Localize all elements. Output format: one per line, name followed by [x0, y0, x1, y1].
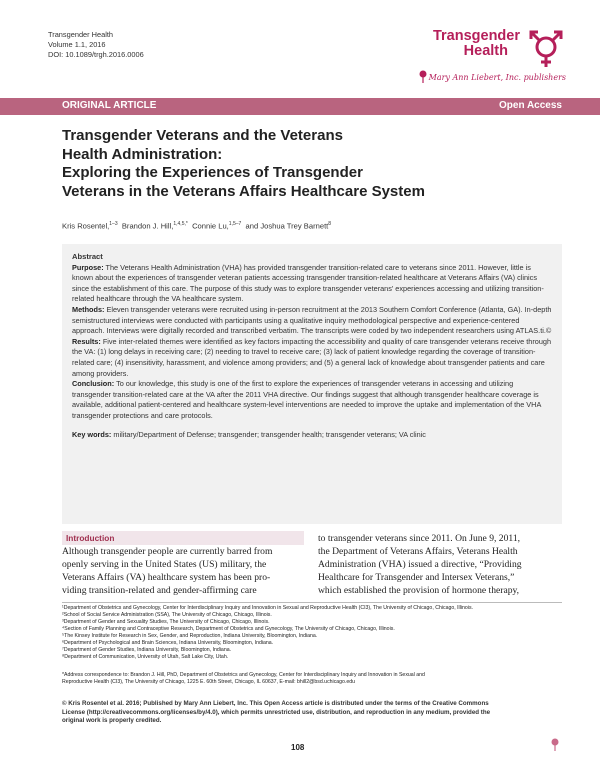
brand-title: Transgender Health — [432, 28, 520, 59]
author-name: Brandon J. Hill, — [121, 221, 174, 231]
journal-doi: DOI: 10.1089/trgh.2016.0006 — [48, 50, 144, 59]
footnote-divider — [62, 602, 562, 603]
article-title: Transgender Veterans and the Veterans Health Administration: Exploring the Experiences of Transgender Veterans in the Veterans Affairs Healthcare System — [62, 127, 425, 200]
publisher-rose-icon — [548, 737, 562, 751]
journal-volume: Volume 1.1, 2016 — [48, 40, 106, 49]
abstract-heading: Abstract — [72, 252, 103, 261]
abstract-purpose: Purpose: The Veterans Health Administration (VHA) has provided transgender transition-related care to veterans since 2011. However, little is known about the experiences of transgender veteran patients accessing transgender transition-related healthcare at Veterans Affairs (VA) clinics since the establishment of this care. The purpose of this study was to explore transgender veterans' experiences accessing and utilizing transition-related healthcare through the VA healthcare system. — [72, 262, 544, 304]
abstract-conclusion: Conclusion: To our knowledge, this study is one of the first to explore the experiences of transgender veterans in accessing and utilizing transgender transition-related care at the VA after the 2011 VHA directive. Our findings suggest that although transgender healthcare coverage is available, additional patient-centered and healthcare system-level interventions are needed to improve the uptake and implementation of the VHA transgender protections and care protocols. — [72, 379, 541, 420]
author-name: Connie Lu, — [192, 221, 229, 231]
article-type-banner — [0, 98, 600, 115]
article-type-label: ORIGINAL ARTICLE — [62, 100, 157, 111]
author-list — [62, 221, 331, 231]
abstract-box — [62, 244, 562, 524]
journal-brand — [410, 25, 570, 95]
author-affiliation: 1–3 — [109, 221, 118, 227]
author-affiliation: 1,4,5,* — [173, 221, 188, 227]
open-access-label: Open Access — [499, 100, 562, 111]
license-statement: © Kris Rosentel et al. 2016; Published by Mary Ann Liebert, Inc. This Open Access article is distributed under the terms of the Creative Commons License (http://creativecommons.org/licenses/by/4.0), which permits unrestricted use, distribution, and reproduction in any medium, provided the original work is properly credited. — [62, 700, 491, 724]
intro-right-column: to transgender veterans since 2011. On June 9, 2011, the Department of Veterans Affairs, Veterans Health Administration (VHA) issued a directive, “Providing Healthcare for Transgender and Intersex Veterans,” which established the provision of hormone therapy, — [318, 533, 522, 596]
abstract-keywords: Key words: military/Department of Defense; transgender; transgender health; transgender veterans; VA clinic — [72, 429, 426, 439]
correspondence-note: *Address correspondence to: Brandon J. Hill, PhD, Department of Obstetrics and Gynecology, Center for Interdisciplinary Inquiry and Innovation in Sexual and Reproductive Health (CI3), The University of Chicago, 1225 E. 60th Street, Chicago, IL 60637, E-mail: bhill2@bsd.uchicago.edu — [62, 672, 425, 685]
abstract-methods: Methods: Eleven transgender veterans were recruited using in-person recruitment at the 2013 Southern Comfort Conference (Atlanta, GA). In-depth semistructured interviews were conducted with participants using a qualitative inquiry methodological perspective and experience-centered approach. Interviews were digitally recorded and transcribed verbatim. The transcripts were coded by two independent researchers using ATLAS.ti.© — [72, 304, 552, 336]
page-number: 108 — [291, 743, 305, 752]
transgender-symbol-icon — [526, 27, 566, 69]
journal-name: Transgender Health — [48, 30, 114, 39]
publisher-name: Mary Ann Liebert, Inc. publishers — [428, 73, 566, 82]
author-name: and Joshua Trey Barnett — [245, 221, 329, 231]
affiliation-footnotes: ¹Department of Obstetrics and Gynecology, Center for Interdisciplinary Inquiry and Innovation in Sexual and Reproductive Health (CI3), The University of Chicago, Chicago, Illinois. ²School of Social Service Administration (SSA), The University of Chicago, Chicago, Illinois. ³Department of Gender and Sexuality Studies, The University of Chicago, Chicago, Illinois. ⁴Section of Family Planning and Contraceptive Research, Department of Obstetrics and Gynecology, The University of Chicago, Chicago, Illinois. ⁵The Kinsey Institute for Research in Sex, Gender, and Reproduction, Indiana University, Bloomington, Indiana. ⁶Department of Psychological and Brain Sciences, Indiana University, Bloomington, Indiana. ⁷Department of Gender Studies, Indiana University, Bloomington, Indiana. ⁸Department of Communication, University of Utah, Salt Lake City, Utah. — [62, 605, 473, 660]
intro-left-column: Although transgender people are currently barred from openly serving in the United States (US) military, the Veterans Affairs (VA) healthcare system has been pro- viding transition-related and gender-affirming care — [62, 546, 273, 596]
author-affiliation: 8 — [328, 221, 332, 227]
author-name: Kris Rosentel, — [62, 221, 110, 231]
section-heading-introduction: Introduction — [62, 531, 304, 545]
abstract-results: Results: Five inter-related themes were identified as key factors impacting the accessibility and quality of care transgender veterans receive through the VA: (1) long delays in receiving care; (2) needing to travel to receive care; (3) lack of patient knowledge regarding the coverage of transition-related care; (4) insensitivity, harassment, and violence among providers; and (5) a general lack of knowledge about transgender patients and care among providers. — [72, 336, 552, 378]
author-affiliation: 1,5–7 — [228, 221, 242, 227]
